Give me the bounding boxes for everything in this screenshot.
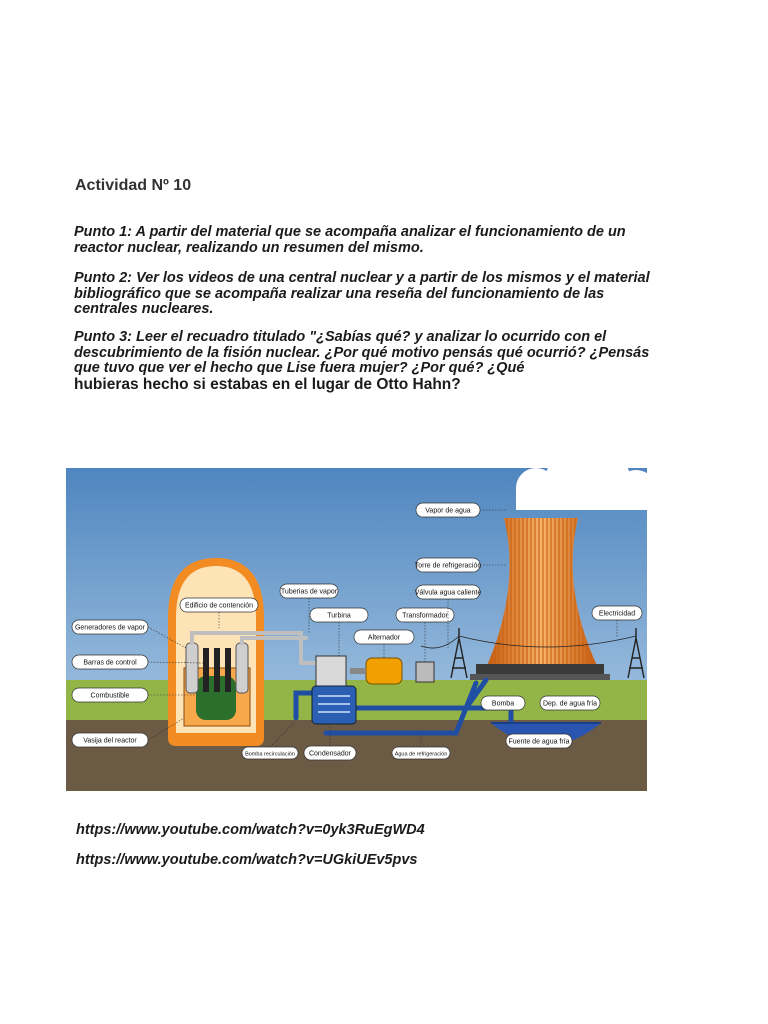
label-turbina xyxy=(310,608,368,622)
svg-text:Torre de refrigeración: Torre de refrigeración xyxy=(414,562,482,570)
cloud xyxy=(516,468,647,510)
label-edificio xyxy=(180,598,258,612)
nuclear-plant-diagram xyxy=(66,468,647,791)
transformer xyxy=(416,662,434,682)
label-condensador xyxy=(304,746,356,760)
label-bomba-recirc xyxy=(242,747,298,759)
label-fuente xyxy=(506,734,572,748)
label-generadores xyxy=(72,620,148,634)
point-3-text-end: hubieras hecho si estabas en el lugar de Otto Hahn? xyxy=(74,375,461,393)
svg-text:Generadores de vapor: Generadores de vapor xyxy=(74,624,146,632)
svg-text:Combustible: Combustible xyxy=(90,692,130,700)
label-vasija xyxy=(72,733,148,747)
point-2 xyxy=(74,271,654,318)
svg-text:Agua de refrigeración: Agua de refrigeración xyxy=(394,751,448,758)
point-3 xyxy=(74,330,654,393)
point-1-label: Punto 1: xyxy=(74,224,132,240)
svg-text:Turbina: Turbina xyxy=(327,612,351,620)
svg-text:Vapor de agua: Vapor de agua xyxy=(425,507,471,515)
svg-text:Dep. de agua fría: Dep. de agua fría xyxy=(542,700,598,708)
svg-text:Tuberias de vapor: Tuberias de vapor xyxy=(280,588,338,596)
svg-text:Alternador: Alternador xyxy=(367,634,401,642)
svg-text:Barras de control: Barras de control xyxy=(83,659,137,667)
label-bomba xyxy=(481,696,525,710)
label-torre xyxy=(415,558,482,572)
svg-text:Fuente de agua fría: Fuente de agua fría xyxy=(508,738,570,746)
label-barras xyxy=(72,655,148,669)
point-3-text: Leer el recuadro titulado "¿Sabías qué? y analizar lo ocurrido con el descubrimiento de la fisión nuclear. ¿Por qué motivo pensás qué ocurrió? ¿Pensás que tuvo que ver el hecho que Lise fuera mujer? ¿Por qué? ¿Qué xyxy=(74,329,650,376)
label-agua-refrig xyxy=(392,747,450,759)
svg-text:Bomba: Bomba xyxy=(491,700,515,708)
label-tuberias xyxy=(280,584,338,598)
point-2-text: Ver los videos de una central nuclear y a partir de los mismos y el material bibliográfico que se acompaña realizar una reseña del funcionamiento de las centrales nucleares. xyxy=(74,270,650,317)
label-vapor-agua xyxy=(416,503,480,517)
video-link-1[interactable]: https://www.youtube.com/watch?v=0yk3RuEgWD4 xyxy=(76,822,425,838)
label-alternador xyxy=(354,630,414,644)
svg-text:Válvula agua caliente: Válvula agua caliente xyxy=(414,589,482,597)
point-3-label: Punto 3: xyxy=(74,329,132,345)
label-deposito xyxy=(540,696,600,710)
svg-text:Bomba recirculación: Bomba recirculación xyxy=(245,751,295,758)
svg-text:Transformador: Transformador xyxy=(402,612,448,620)
video-link-2[interactable]: https://www.youtube.com/watch?v=UGkiUEv5pvs xyxy=(76,852,418,868)
label-transformador xyxy=(396,608,454,622)
page-title: Actividad Nº 10 xyxy=(75,177,192,194)
containment-building xyxy=(168,558,264,746)
svg-text:Edificio de contención: Edificio de contención xyxy=(184,602,254,610)
label-valvula xyxy=(415,585,482,599)
label-electricidad xyxy=(592,606,642,620)
label-combustible xyxy=(72,688,148,702)
point-2-label: Punto 2: xyxy=(74,270,132,286)
svg-text:Electricidad: Electricidad xyxy=(598,610,636,618)
point-1-text: A partir del material que se acompaña analizar el funcionamiento de un reactor nuclear, realizando un resumen del mismo. xyxy=(74,224,626,256)
point-1 xyxy=(74,225,654,256)
svg-text:Vasija del reactor: Vasija del reactor xyxy=(83,737,137,745)
svg-text:Condensador: Condensador xyxy=(308,750,352,758)
